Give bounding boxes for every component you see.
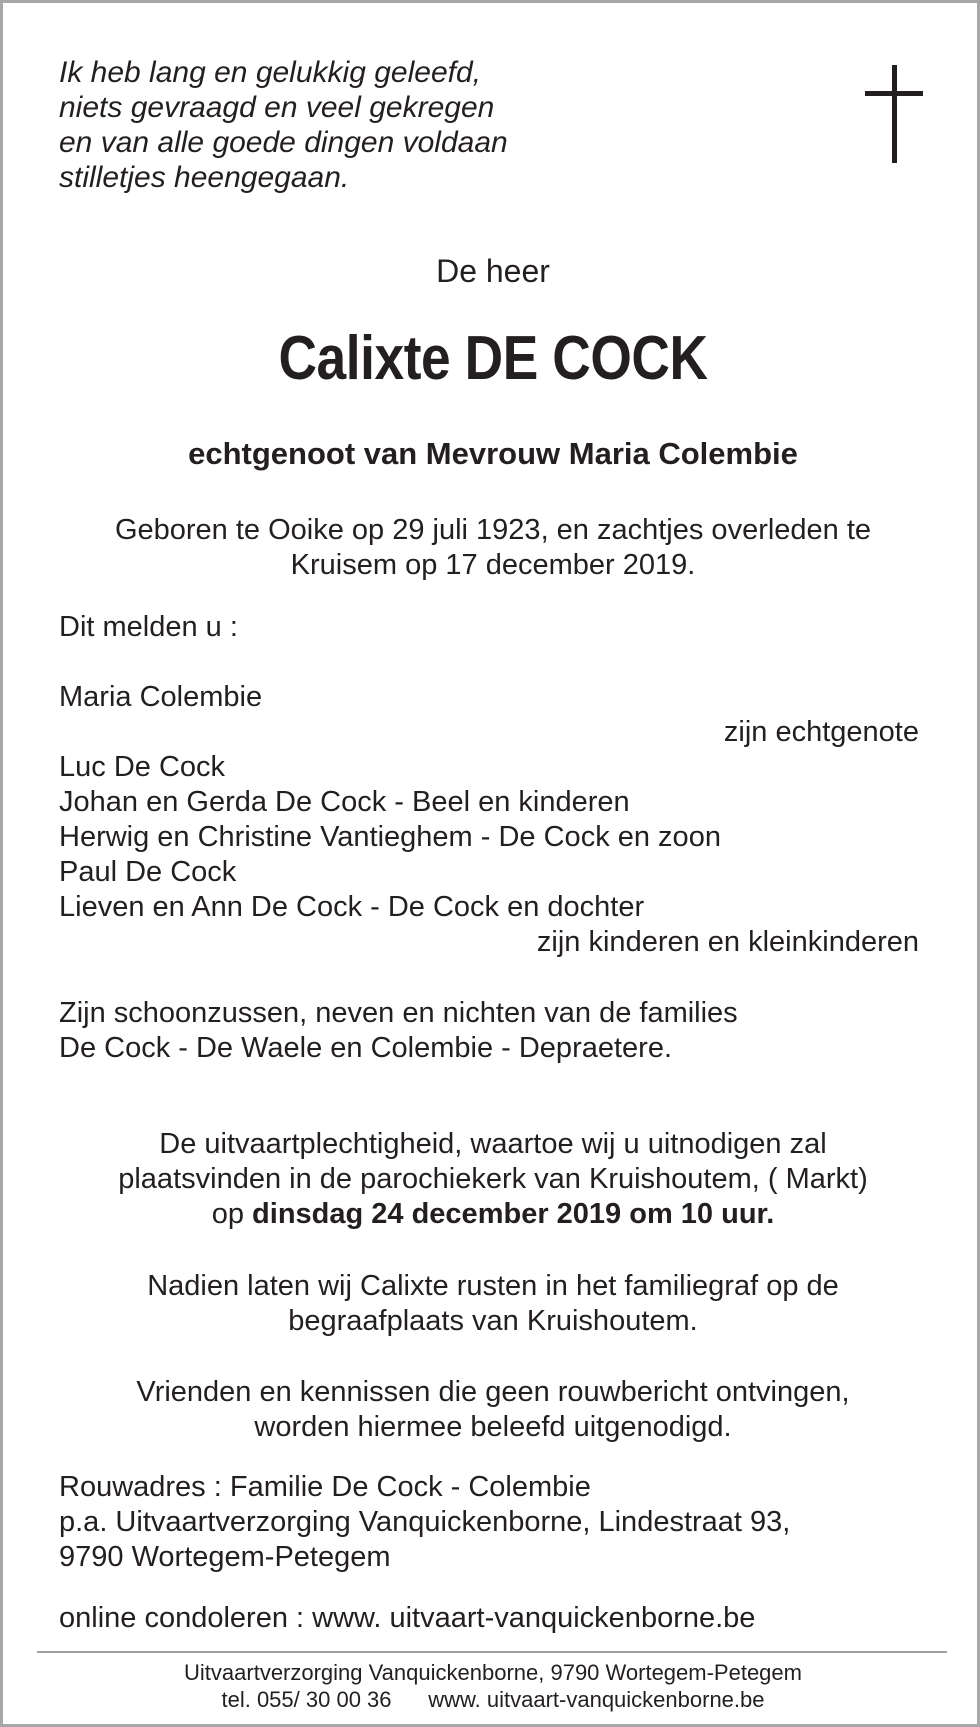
birth-death-text [43,513,943,583]
spouse-role: zijn echtgenote [723,716,919,748]
burial-line: begraafplaats van Kruishoutem. [288,1305,698,1337]
ceremony-line [43,1197,943,1232]
footer-phone: tel. 055/ 30 00 36 [221,1687,392,1712]
cross-icon [865,61,923,163]
burial-line: Nadien laten wij Calixte rusten in het familiegraf op de [147,1270,839,1302]
footer-website[interactable]: www. uitvaart-vanquickenborne.be [428,1687,765,1712]
poem-line: niets gevraagd en veel gekregen [59,91,495,124]
birth-death-line: Geboren te Ooike op 29 juli 1923, en zachtjes overleden te [114,514,872,546]
burial-text [43,1269,943,1339]
spouse-line: echtgenoot van Mevrouw Maria Colembie [188,436,798,471]
poem-line: en van alle goede dingen voldaan [59,126,508,159]
family-member: Lieven en Ann De Cock - De Cock en dochter [59,891,645,923]
family-member: Luc De Cock [59,751,226,783]
ceremony-line: plaatsvinden in de parochiekerk van Kruishoutem, ( Markt) [118,1163,868,1195]
address-line: 9790 Wortegem-Petegem [59,1541,391,1573]
salutation: De heer [436,253,550,289]
birth-death-line: Kruisem op 17 december 2019. [290,549,696,581]
footer-contact [43,1686,943,1713]
invitation-line: worden hiermee beleefd uitgenodigd. [254,1411,732,1443]
invitation-line: Vrienden en kennissen die geen rouwbericht ontvingen, [136,1376,850,1408]
family-member: Paul De Cock [59,856,237,888]
deceased-name: Calixte DE COCK [278,324,708,393]
spouse-name: Maria Colembie [59,681,263,713]
poem [59,55,699,195]
poem-line: Ik heb lang en gelukkig geleefd, [59,56,481,89]
children-role: zijn kinderen en kleinkinderen [536,926,919,958]
ceremony-date: dinsdag 24 december 2019 om 10 uur. [252,1198,775,1230]
ceremony-prefix: op [211,1198,253,1230]
family-member: Johan en Gerda De Cock - Beel en kinderen [59,786,630,818]
address-line: Rouwadres : Familie De Cock - Colembie [59,1471,591,1503]
ceremony-text [43,1127,943,1232]
family-member: Herwig en Christine Vantieghem - De Cock en zoon [59,821,721,853]
poem-line: stilletjes heengegaan. [59,161,350,194]
online-condolence-link[interactable]: online condoleren : www. uitvaart-vanquickenborne.be [59,1602,756,1634]
footer-company: Uitvaartverzorging Vanquickenborne, 9790 Wortegem-Petegem [184,1660,802,1685]
ceremony-line: De uitvaartplechtigheid, waartoe wij u uitnodigen zal [159,1128,827,1160]
invitation-text [43,1375,943,1445]
extended-family-line: Zijn schoonzussen, neven en nichten van de families [59,997,738,1029]
address-line: p.a. Uitvaartverzorging Vanquickenborne, Lindestraat 93, [59,1506,791,1538]
divider [37,1651,947,1653]
extended-family-line: De Cock - De Waele en Colembie - Depraetere. [59,1032,673,1064]
announce-text: Dit melden u : [59,611,238,643]
